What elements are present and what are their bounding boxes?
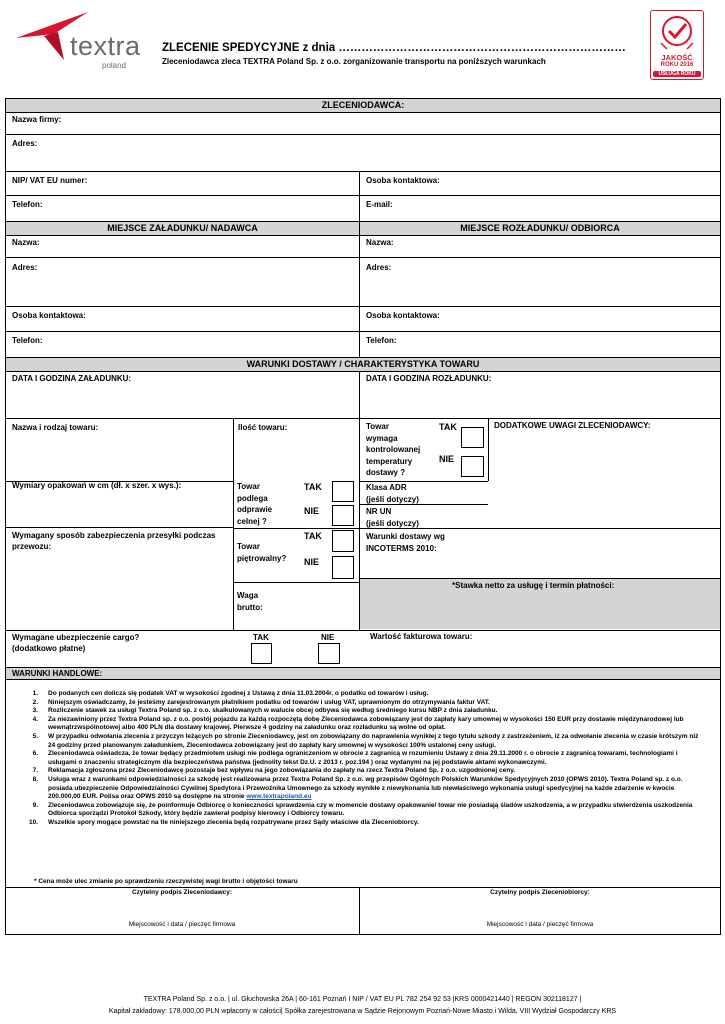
contractor-signature-field[interactable] <box>360 899 720 934</box>
terms-item-number: 10. <box>28 818 38 826</box>
client-signature-label: Czytelny podpis Zleceniodawcy: <box>131 889 233 896</box>
contractor-signature-label: Czytelny podpis Zleceniobiorcy: <box>490 889 590 896</box>
unloading-name-label: Nazwa: <box>366 238 394 247</box>
goods-name-field[interactable] <box>6 419 232 480</box>
customs-line-4: celnej ? <box>237 516 267 526</box>
unloading-phone-field[interactable] <box>360 332 720 356</box>
adr-line-1: Klasa ADR <box>366 483 407 492</box>
badge-line-1: JAKOŚĆ <box>661 53 693 62</box>
terms-item <box>22 733 702 750</box>
loading-phone-label: Telefon: <box>12 336 43 345</box>
terms-item-text <box>48 733 702 750</box>
footer-line-1: TEXTRA Poland Sp. z o.o. | ul. Głuchowska 26A | 60-161 Poznań I NIP / VAT EU PL 782 254 92 53 |KRS 0000421440 | REGON 302118127 | <box>143 996 582 1003</box>
terms-item <box>22 699 702 708</box>
terms-item-text <box>48 767 702 776</box>
company-name-label: Nazwa firmy: <box>12 115 62 124</box>
nip-label: NIP/ VAT EU numer: <box>12 176 88 185</box>
additional-notes-field[interactable] <box>489 419 720 527</box>
temperature-question <box>366 421 420 479</box>
un-line-2: (jeśli dotyczy) <box>366 518 419 528</box>
customs-line-2: podlega <box>237 493 268 503</box>
terms-item <box>22 802 702 819</box>
stackable-line-1: Towar <box>237 542 260 551</box>
terms-item-text <box>48 699 702 708</box>
invoice-value-label: Wartość fakturowa towaru: <box>370 632 473 641</box>
client-address-field[interactable] <box>6 135 720 170</box>
loading-address-label: Adres: <box>12 263 38 272</box>
unload-date-field[interactable] <box>360 372 720 417</box>
terms-item-number: 8. <box>32 775 38 783</box>
website-link[interactable]: www.textrapoland.eu <box>246 793 312 801</box>
customs-no-label: NIE <box>304 506 320 516</box>
terms-item-text <box>48 716 702 733</box>
rate-label: *Stawka netto za usługę i termin płatności: <box>452 581 615 590</box>
temperature-line-3: kontrolowanej <box>366 445 421 454</box>
loading-address-field[interactable] <box>6 258 358 305</box>
unload-date-label: DATA I GODZINA ROZŁADUNKU: <box>366 374 492 383</box>
client-place-date-label: Miejscowość i data / pieczęć firmowa <box>128 921 236 928</box>
temperature-line-5: dostawy ? <box>366 468 406 477</box>
nip-field[interactable] <box>6 172 358 194</box>
customs-line-3: odprawie <box>237 505 273 514</box>
terms-item <box>22 776 702 802</box>
unloading-address-label: Adres: <box>366 263 392 272</box>
stackable-no-checkbox[interactable] <box>332 556 354 579</box>
page-title: ZLECENIE SPEDYCYJNE z dnia ………………………………………………………………… <box>162 42 626 54</box>
section-terms: WARUNKI HANDLOWE: <box>6 668 720 679</box>
terms-item <box>22 716 702 733</box>
client-signature-field[interactable] <box>6 899 358 934</box>
securing-line-1: Wymagany sposób zabezpieczenia przesyłki podczas <box>12 531 216 540</box>
badge-line-2: ROKU 2016 <box>660 62 694 68</box>
weight-line-2: brutto: <box>237 603 263 612</box>
temperature-no-label: NIE <box>439 454 455 464</box>
loading-name-field[interactable] <box>6 236 358 256</box>
terms-item-body: Usługa wraz z warunkami odpowiedzialności za szkodę jest realizowana przez Textra Poland Sp. z o.o. wg przepisów Ogólnych Polskich Warunków Spedycyjnych 2010 (OPWS 2010). Textra Poland sp. z o.o. posiada ubezpieczenie Odpowiedzialności Cywilnej Spedytora i Przewoźnika Umownego za szkody wynikłe z niewykonania lub niewłaściwego wykonania usługi spedycyjnej na każde zdarzenie w kwocie 200.000,00 EUR. Polisa oraz OPWS 2010 są dostępne na stronie <box>48 775 683 801</box>
terms-item-text <box>48 819 702 828</box>
loading-contact-field[interactable] <box>6 307 358 330</box>
customs-yes-label: TAK <box>304 482 322 492</box>
client-address-label: Adres: <box>12 139 38 148</box>
additional-notes-label: DODATKOWE UWAGI ZLECENIODAWCY: <box>494 421 651 430</box>
invoice-value-field[interactable] <box>360 631 720 666</box>
terms-item-body: Rozliczenie stawek za usługi Textra Poland sp. z o.o. skalkulowanych w walucie obcej odbywa się według średniego kursu NBP z dnia załadunku. <box>48 707 498 715</box>
award-seal-icon <box>651 13 703 51</box>
terms-item-number: 6. <box>32 750 38 758</box>
stackable-question <box>237 541 286 565</box>
company-name-field[interactable] <box>6 113 720 133</box>
securing-field[interactable] <box>6 528 232 629</box>
stackable-line-2: piętrowalny? <box>237 554 287 563</box>
quality-award-badge <box>650 10 704 80</box>
terms-item-number: 4. <box>32 715 38 723</box>
terms-item-body: Za niezawiniony przez Textra Poland sp. z o.o. postój pojazdu za każdą rozpoczętą dobę Zleceniodawca zobowiązany jest do zapłaty kary umownej w wysokości 150 EUR przy dostawie międzynarodowej lub wewnątrzwspólnotowej albo 400 PLN dla dostawy krajowej. Pierwsze 4 godziny na załadunku oraz rozładunku są wolne od opłat. <box>48 715 684 732</box>
terms-item-number: 2. <box>32 698 38 706</box>
terms-item-number: 5. <box>32 732 38 740</box>
terms-item-number: 9. <box>32 801 38 809</box>
insurance-line-2: (dodatkowo płatne) <box>12 644 86 653</box>
section-loading: MIEJSCE ZAŁADUNKU/ NADAWCA <box>6 222 359 235</box>
terms-item-body: Zleceniodawca zobowiązuje się, że poinformuje Odbiorcę o konieczności sprawdzenia czy w momencie dostawy opakowanie/ towar nie posiadają śladów uszkodzenia, a w przypadku stwierdzenia uszkodzenia Odbiorca sporządzi Protokół Szkody, który będzie zawierał podpisy kierowcy i Odbiorcy towaru. <box>48 801 693 818</box>
temperature-no-checkbox[interactable] <box>461 456 484 477</box>
un-line-1: NR UN <box>366 507 392 516</box>
terms-list <box>22 690 702 828</box>
securing-line-2: przewozu: <box>12 542 52 551</box>
dimensions-label: Wymiary opakowań w cm (dł. x szer. x wys.): <box>12 481 182 490</box>
client-email-label: E-mail: <box>366 200 393 209</box>
terms-item-number: 1. <box>32 690 38 697</box>
customs-no-checkbox[interactable] <box>332 505 354 526</box>
terms-item-number: 7. <box>32 767 38 775</box>
terms-item-body: Wszelkie spory mogące powstać na tle niniejszego zlecenia będą rozpatrywane przez Sądy właściwe dla Zleceniobiorcy. <box>48 818 419 826</box>
stackable-yes-label: TAK <box>304 531 322 541</box>
terms-item-body: Reklamacja zgłoszona przez Zleceniodawcę pozostaje bez wpływu na jego zobowiązania do zapłaty na rzecz Textra Poland Sp. z o.o. uzgodnionej ceny. <box>48 767 516 775</box>
badge-line-3: USŁUGA ROKU <box>653 71 701 77</box>
adr-field[interactable] <box>360 482 488 504</box>
unloading-contact-field[interactable] <box>360 307 720 330</box>
footer-line-2: Kapitał zakładowy: 178.000,00 PLN wpłacony w całości| Spółka zarejestrowana w Sądzie Rejonowym Poznań-Nowe Miasto i Wilda, VIII Wydział Gospodarczy KRS <box>108 1008 617 1015</box>
terms-item-number: 3. <box>32 707 38 715</box>
page-subtitle: Zleceniodawca zleca TEXTRA Poland Sp. z o.o. zorganizowanie transportu na poniższych warunkach <box>162 57 546 66</box>
terms-item-text <box>48 776 702 802</box>
terms-item <box>22 690 702 699</box>
unloading-phone-label: Telefon: <box>366 336 397 345</box>
goods-name-label: Nazwa i rodzaj towaru: <box>12 423 99 432</box>
un-number-field[interactable] <box>360 505 488 527</box>
insurance-question <box>12 632 139 654</box>
client-email-field[interactable] <box>360 196 720 220</box>
unloading-name-field[interactable] <box>360 236 720 256</box>
quantity-label: Ilość towaru: <box>238 423 288 432</box>
terms-item-text <box>48 750 702 767</box>
insurance-line-1: Wymagane ubezpieczenie cargo? <box>12 633 140 642</box>
load-date-field[interactable] <box>6 372 358 417</box>
loading-name-label: Nazwa: <box>12 238 40 247</box>
load-date-label: DATA I GODZINA ZAŁADUNKU: <box>12 374 132 383</box>
temperature-yes-label: TAK <box>439 422 457 432</box>
stackable-yes-checkbox[interactable] <box>332 530 354 552</box>
incoterms-field[interactable] <box>360 529 720 577</box>
quantity-field[interactable] <box>234 419 358 480</box>
customs-question <box>237 481 272 527</box>
insurance-yes-label: TAK <box>253 633 269 642</box>
weight-line-1: Waga <box>237 591 259 600</box>
section-cargo: WARUNKI DOSTAWY / CHARAKTERYSTYKA TOWARU <box>6 358 720 371</box>
adr-line-2: (jeśli dotyczy) <box>366 494 419 504</box>
terms-item-body: Niniejszym oświadczamy, że jesteśmy zarejestrowanym płatnikiem podatku od towarów i usług VAT, uprawnionym do otrzymywania faktur VAT. <box>48 698 490 706</box>
logo-word: textra <box>70 31 141 61</box>
loading-phone-field[interactable] <box>6 332 358 356</box>
temperature-yes-checkbox[interactable] <box>461 427 484 448</box>
incoterms-line-1: Warunki dostawy wg <box>366 532 445 541</box>
dimensions-field[interactable] <box>6 482 232 526</box>
terms-item <box>22 819 702 828</box>
customs-line-1: Towar <box>237 482 260 491</box>
stackable-no-label: NIE <box>304 557 320 567</box>
client-phone-field[interactable] <box>6 196 358 220</box>
section-client: ZLECENIODAWCA: <box>6 99 720 112</box>
contractor-place-date-label: Miejscowość i data / pieczęć firmowa <box>486 921 594 928</box>
company-logo <box>12 10 152 70</box>
terms-item-body: Zleceniodawca oświadcza, że towar będący przedmiotem usługi nie podlega ograniczeniom w obrocie z zagranicą w rozumieniu Ustawy z dnia 29.11.2000 r. o obrocie z zagranicą towarami, technologiami i usługami o znaczeniu strategicznym dla bezpieczeństwa państwa (jednolity tekst Dz.U. z 2013 r. poz.194 ) oraz wydanymi na jej podstawie aktami wykonawczymi. <box>48 750 678 766</box>
temperature-line-2: wymaga <box>366 433 398 443</box>
client-contact-label: Osoba kontaktowa: <box>366 176 440 185</box>
loading-contact-label: Osoba kontaktowa: <box>12 311 86 320</box>
terms-item-text <box>48 690 702 699</box>
terms-item-body: Do podanych cen dolicza się podatek VAT w wysokości zgodnej z Ustawą z dnia 11.03.2004r. o podatku od towarów i usług. <box>48 690 429 697</box>
terms-item <box>22 707 702 716</box>
insurance-yes-checkbox[interactable] <box>251 643 272 664</box>
insurance-no-checkbox[interactable] <box>318 643 340 664</box>
unloading-contact-label: Osoba kontaktowa: <box>366 311 440 320</box>
weight-field[interactable] <box>234 583 358 629</box>
temperature-line-1: Towar <box>366 422 389 431</box>
customs-yes-checkbox[interactable] <box>332 481 354 502</box>
terms-item <box>22 767 702 776</box>
incoterms-line-2: INCOTERMS 2010: <box>366 543 437 553</box>
terms-item-text <box>48 802 702 819</box>
client-phone-label: Telefon: <box>12 200 43 209</box>
client-contact-field[interactable] <box>360 172 720 194</box>
section-unloading: MIEJSCE ROZŁADUNKU/ ODBIORCA <box>360 222 720 235</box>
logo-sub: poland <box>102 61 127 70</box>
terms-item-body: W przypadku odwołania zlecenia z przyczyn leżących po stronie Zleceniodawcy, jest on zobowiązany do naprawienia wynikłej z tego tytułu szkody z zastrzeżeniem, iż za odwołanie zlecenia w czasie krótszym niż 24 godziny przed planowanym załadunkiem, Zleceniodawca zobowiązany jest do zapłaty kary umownej w wysokości 100% ustalonej ceny usługi. <box>48 732 699 749</box>
insurance-no-label: NIE <box>321 633 335 642</box>
temperature-line-4: temperatury <box>366 456 413 466</box>
terms-item <box>22 750 702 767</box>
price-note: * Cena może ulec zmianie po sprawdzeniu rzeczywistej wagi brutto i objętości towaru <box>34 878 298 885</box>
unloading-address-field[interactable] <box>360 258 720 305</box>
terms-item-text <box>48 707 702 716</box>
